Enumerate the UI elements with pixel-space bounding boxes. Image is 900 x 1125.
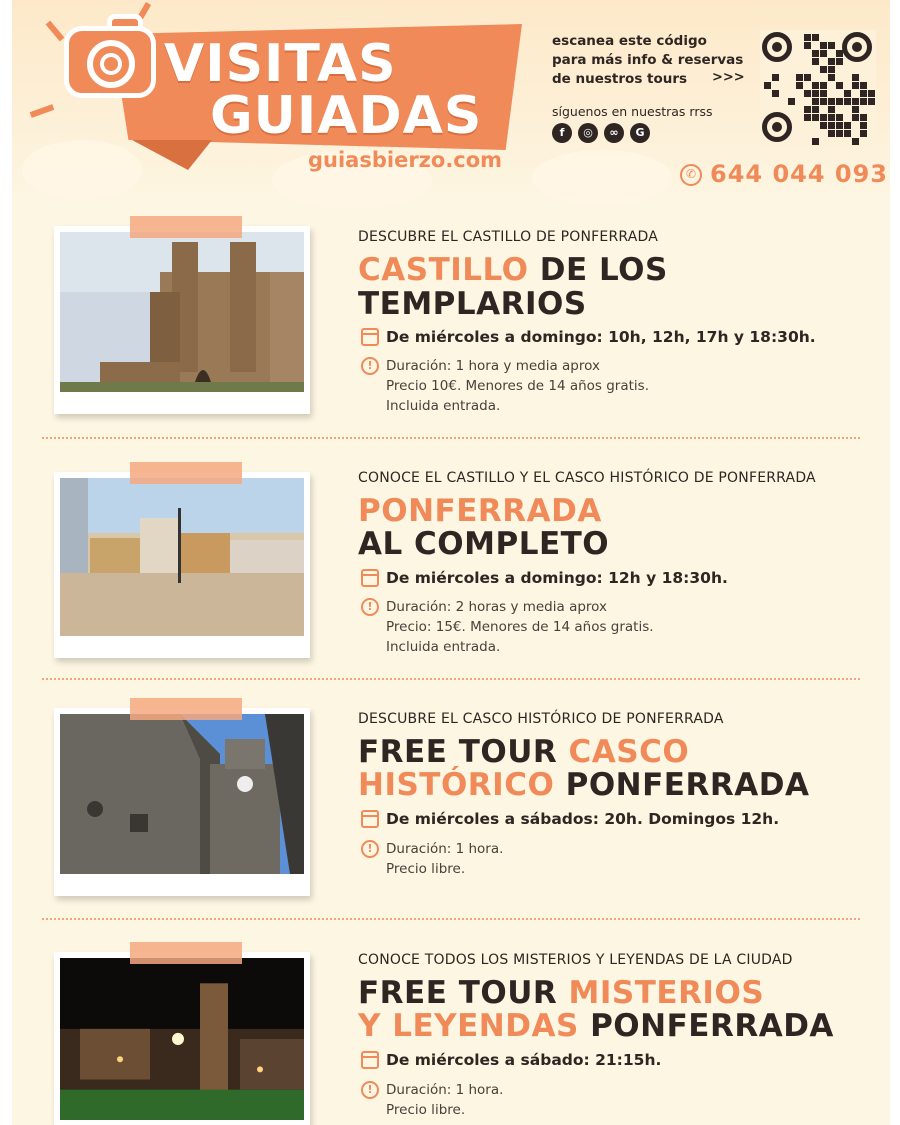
facebook-icon[interactable]: f: [552, 123, 572, 143]
tour-title-text: FREE TOUR: [358, 734, 569, 770]
qr-module: [860, 130, 867, 137]
qr-module: [820, 42, 827, 49]
qr-module: [812, 34, 819, 41]
camera-lens-inner: [100, 53, 122, 75]
qr-eye: [762, 32, 792, 62]
info-icon: !: [361, 598, 379, 616]
qr-code[interactable]: [760, 30, 876, 146]
qr-module: [860, 90, 867, 97]
tour-photo: [54, 226, 310, 414]
qr-module: [836, 114, 843, 121]
qr-module: [820, 82, 827, 89]
qr-eye: [762, 112, 792, 142]
qr-module: [860, 82, 867, 89]
tour-title-accent: CASTILLO: [358, 252, 529, 288]
qr-module: [852, 82, 859, 89]
tour-details: [386, 1080, 503, 1120]
poster: [12, 0, 890, 1125]
info-icon: !: [361, 357, 379, 375]
tripadvisor-icon[interactable]: ∞: [604, 123, 624, 143]
tour-title-accent: CASCO: [568, 734, 690, 770]
qr-module: [828, 58, 835, 65]
qr-module: [868, 90, 875, 97]
calendar-icon: [361, 810, 379, 828]
tour-detail-line: Precio: 15€. Menores de 14 años gratis.: [386, 619, 654, 635]
qr-module: [868, 98, 875, 105]
qr-module: [796, 74, 803, 81]
qr-module: [852, 98, 859, 105]
qr-module: [788, 98, 795, 105]
qr-module: [836, 130, 843, 137]
qr-module: [812, 106, 819, 113]
follow-text: síguenos en nuestras rrss: [552, 104, 713, 119]
cloud-decoration: [22, 140, 142, 200]
info-icon: !: [361, 840, 379, 858]
tour-subtitle: DESCUBRE EL CASTILLO DE PONFERRADA: [358, 229, 659, 245]
qr-instructions-line2: para más info & reservas: [552, 52, 744, 68]
qr-instructions-line1: escanea este código: [552, 33, 707, 49]
title-line-2: GUIADAS: [210, 86, 483, 146]
qr-module: [796, 82, 803, 89]
qr-module: [812, 90, 819, 97]
qr-module: [820, 122, 827, 129]
qr-module: [820, 66, 827, 73]
qr-module: [828, 98, 835, 105]
chevrons-right-icon: >>>: [712, 70, 745, 85]
qr-module: [852, 138, 859, 145]
divider: [42, 678, 860, 680]
qr-module: [844, 122, 851, 129]
qr-module: [764, 82, 771, 89]
qr-module: [820, 114, 827, 121]
instagram-icon[interactable]: ◎: [578, 123, 598, 143]
qr-module: [820, 50, 827, 57]
qr-module: [836, 58, 843, 65]
divider: [42, 437, 860, 439]
qr-module: [812, 50, 819, 57]
tour-title-accent: HISTÓRICO: [358, 767, 555, 803]
qr-module: [820, 98, 827, 105]
qr-module: [860, 122, 867, 129]
qr-module: [852, 114, 859, 121]
photo-tape: [130, 698, 242, 720]
tour-schedule: De miércoles a sábado: 21:15h.: [386, 1051, 662, 1069]
tour-title-line2: TEMPLARIOS: [358, 286, 587, 322]
square-photo: [60, 478, 304, 636]
tour-title-text: PONFERRADA: [578, 1008, 834, 1044]
info-icon: !: [361, 1081, 379, 1099]
tour-schedule: De miércoles a domingo: 12h y 18:30h.: [386, 569, 728, 587]
qr-module: [804, 90, 811, 97]
tour-title-line1: [358, 253, 668, 287]
qr-module: [772, 74, 779, 81]
qr-module: [836, 82, 843, 89]
tour-title-accent: Y LEYENDAS: [358, 1008, 579, 1044]
qr-module: [828, 130, 835, 137]
qr-module: [828, 106, 835, 113]
tour-title-line1: [358, 735, 689, 769]
qr-module: [812, 58, 819, 65]
clock-tower-photo: [60, 714, 304, 874]
qr-module: [820, 90, 827, 97]
qr-module: [860, 114, 867, 121]
tour-title-line2: [358, 1009, 834, 1043]
qr-module: [844, 98, 851, 105]
qr-module: [812, 138, 819, 145]
tour-title-text: PONFERRADA: [554, 767, 810, 803]
tour-subtitle: CONOCE TODOS LOS MISTERIOS Y LEYENDAS DE LA CIUDAD: [358, 952, 793, 968]
tour-details: [386, 356, 649, 416]
calendar-icon: [361, 328, 379, 346]
phone-number[interactable]: 644 044 093: [710, 160, 889, 188]
tour-detail-line: Precio libre.: [386, 861, 466, 877]
tour-title-line2: [358, 768, 809, 802]
photo-tape: [130, 942, 242, 964]
qr-module: [804, 114, 811, 121]
tour-title-accent: PONFERRADA: [358, 493, 602, 529]
qr-module: [804, 74, 811, 81]
photo-tape: [130, 216, 242, 238]
qr-module: [860, 98, 867, 105]
qr-module: [844, 90, 851, 97]
tour-title-text: DE LOS: [528, 252, 668, 288]
qr-module: [812, 114, 819, 121]
phone-icon: ✆: [680, 164, 702, 186]
tour-detail-line: Precio 10€. Menores de 14 años gratis.: [386, 378, 649, 394]
qr-module: [828, 122, 835, 129]
qr-module: [836, 50, 843, 57]
calendar-icon: [361, 569, 379, 587]
calendar-icon: [361, 1051, 379, 1069]
tour-photo: [54, 952, 310, 1125]
qr-module: [844, 130, 851, 137]
qr-module: [828, 66, 835, 73]
qr-module: [804, 106, 811, 113]
qr-module: [836, 122, 843, 129]
qr-module: [852, 74, 859, 81]
qr-module: [812, 98, 819, 105]
qr-module: [772, 90, 779, 97]
qr-module: [828, 114, 835, 121]
photo-tape: [130, 462, 242, 484]
tour-photo: [54, 472, 310, 658]
cloud-decoration: [532, 150, 672, 206]
tour-title-line2: AL COMPLETO: [358, 526, 610, 562]
tour-detail-line: Incluida entrada.: [386, 398, 501, 414]
qr-module: [852, 106, 859, 113]
qr-module: [804, 34, 811, 41]
tour-detail-line: Duración: 1 hora y media aprox: [386, 358, 600, 374]
tour-details: [386, 839, 503, 879]
tour-schedule: De miércoles a domingo: 10h, 12h, 17h y 18:30h.: [386, 328, 816, 346]
qr-module: [828, 74, 835, 81]
tour-detail-line: Duración: 2 horas y media aprox: [386, 599, 607, 615]
tour-schedule: De miércoles a sábados: 20h. Domingos 12h.: [386, 810, 780, 828]
qr-eye: [842, 32, 872, 62]
google-icon[interactable]: G: [630, 123, 650, 143]
night-town-photo: [60, 958, 304, 1120]
tour-detail-line: Duración: 1 hora.: [386, 841, 504, 857]
tour-details: [386, 597, 654, 657]
tour-photo: [54, 708, 310, 896]
tour-title-accent: MISTERIOS: [568, 975, 765, 1011]
tour-subtitle: CONOCE EL CASTILLO Y EL CASCO HISTÓRICO DE PONFERRADA: [358, 470, 816, 486]
castle-photo: [60, 232, 304, 392]
tour-detail-line: Incluida entrada.: [386, 639, 501, 655]
tour-title-line1: [358, 976, 764, 1010]
tour-subtitle: DESCUBRE EL CASCO HISTÓRICO DE PONFERRADA: [358, 711, 724, 727]
qr-module: [836, 98, 843, 105]
tour-detail-line: Duración: 1 hora.: [386, 1082, 504, 1098]
website-link[interactable]: guiasbierzo.com: [308, 148, 503, 172]
tour-detail-line: Precio libre.: [386, 1102, 466, 1118]
qr-module: [812, 82, 819, 89]
qr-module: [828, 42, 835, 49]
qr-module: [804, 42, 811, 49]
title-line-1: VISITAS: [164, 34, 397, 94]
tour-title-text: FREE TOUR: [358, 975, 569, 1011]
tour-title-line1: [358, 494, 602, 528]
divider: [42, 918, 860, 920]
qr-instructions-line3: de nuestros tours: [552, 71, 688, 87]
